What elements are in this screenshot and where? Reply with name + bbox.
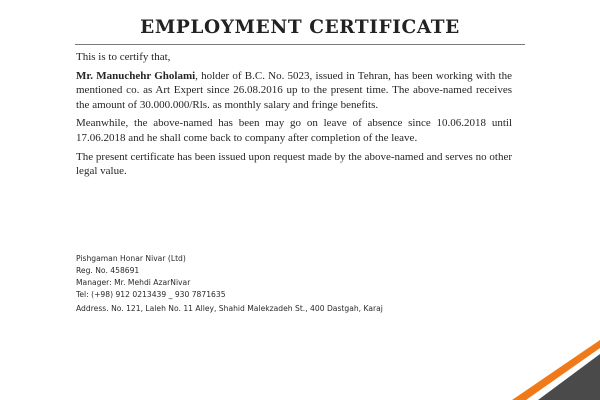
paragraph-legal: The present certificate has been issued upon request made by the above-named and serves no other legal value. <box>76 150 512 178</box>
company-tel: Tel: (+98) 912 0213439 _ 930 7871635 <box>76 290 226 299</box>
company-footer <box>76 253 496 315</box>
corner-decoration <box>510 340 600 400</box>
company-manager: Manager: Mr. Mehdi AzarNivar <box>76 278 191 287</box>
paragraph-leave: Meanwhile, the above-named has been may go on leave of absence since 10.06.2018 until 17.06.2018 and he shall come back to company after completion of the leave. <box>76 117 512 144</box>
certify-intro: This is to certify that, <box>76 51 171 63</box>
title-underline <box>75 44 525 45</box>
company-name: Pishgaman Honar Nivar (Ltd) <box>76 254 186 263</box>
certificate-title: EMPLOYMENT CERTIFICATE <box>140 17 460 38</box>
paragraph-employment <box>76 69 512 113</box>
company-reg: Reg. No. 458691 <box>76 266 140 275</box>
company-address: Address. No. 121, Laleh No. 11 Alley, Shahid Malekzadeh St., 400 Dastgah, Karaj <box>76 304 383 313</box>
employment-details: , holder of B.C. No. 5023, issued in Tehran, has been working with the mentioned co. as Art Expert since 26.08.2016 up to the present time. The above-named receives the amount of 30.000.000/Rls. as monthly salary and fringe benefits. <box>76 69 512 111</box>
certificate-body <box>76 50 512 183</box>
employee-name: Mr. Manuchehr Gholami <box>76 69 196 82</box>
